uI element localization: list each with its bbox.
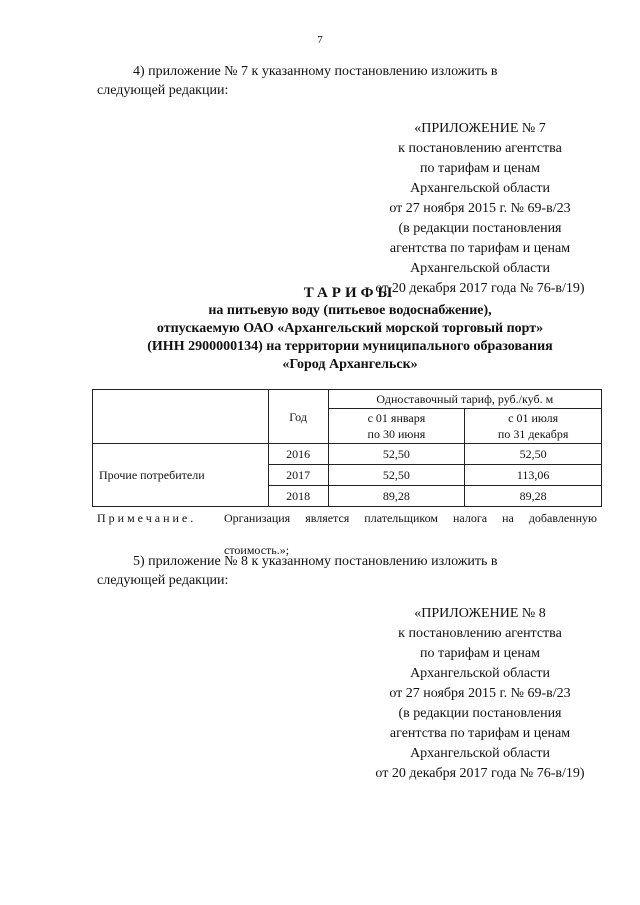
tariff-title (60, 284, 640, 374)
year-cell: 2018 (268, 486, 328, 507)
consumer-cell: Прочие потребители (93, 444, 269, 507)
note-text-line-1: Организация является плательщиком налога на добавленную (224, 511, 597, 525)
tariff-period-1-cell: 52,50 (328, 444, 465, 465)
appendix-8-line: к постановлению агентства (398, 626, 562, 641)
appendix-7-line: агентства по тарифам и ценам (389, 241, 571, 256)
header-empty-cell (93, 390, 269, 444)
tariff-title-line: (ИНН 2900000134) на территории муниципального образования (147, 339, 553, 354)
item-5-line-1: 5) приложение № 8 к указанному постановлению изложить в (133, 554, 498, 569)
tariff-period-2-cell: 89,28 (465, 486, 602, 507)
tariff-period-2-cell: 113,06 (465, 465, 602, 486)
appendix-7-line: «ПРИЛОЖЕНИЕ № 7 (414, 121, 546, 136)
tariff-period-1-cell: 89,28 (328, 486, 465, 507)
tariff-title-line: на питьевую воду (питьевое водоснабжение), (208, 303, 492, 318)
header-period-1 (328, 409, 465, 444)
tariff-title-line: «Город Архангельск» (282, 357, 418, 372)
note-label: Примечание. (97, 511, 197, 525)
appendix-8-line: (в редакции постановления (398, 706, 562, 721)
header-period-2-line-2: по 31 декабря (497, 427, 569, 441)
item-5-line-2: следующей редакции: (97, 573, 229, 588)
appendix-7-line: по тарифам и ценам (420, 161, 540, 176)
appendix-7-line: к постановлению агентства (398, 141, 562, 156)
year-cell: 2017 (268, 465, 328, 486)
appendix-8-header (330, 604, 630, 784)
note-text-line-2: стоимость.»; (224, 543, 290, 557)
appendix-8-line: от 27 ноября 2015 г. № 69-в/23 (389, 686, 571, 701)
header-year: Год (268, 390, 328, 444)
tariff-heading: ТАРИФЫ (303, 285, 397, 301)
item-4-paragraph (97, 62, 597, 100)
appendix-8-line: Архангельской области (410, 666, 550, 681)
header-tariff: Одноставочный тариф, руб./куб. м (328, 390, 601, 409)
item-4-line-2: следующей редакции: (97, 83, 229, 98)
header-period-2-line-1: с 01 июля (508, 411, 559, 425)
table-note (97, 510, 597, 558)
appendix-7-line: Архангельской области (410, 261, 550, 276)
tariff-table (92, 389, 602, 507)
appendix-8-line: «ПРИЛОЖЕНИЕ № 8 (414, 606, 546, 621)
appendix-7-line: Архангельской области (410, 181, 550, 196)
appendix-8-line: агентства по тарифам и ценам (389, 726, 571, 741)
header-period-1-line-1: с 01 января (367, 411, 426, 425)
item-4-line-1: 4) приложение № 7 к указанному постановлению изложить в (133, 64, 498, 79)
appendix-7-line: (в редакции постановления (398, 221, 562, 236)
tariff-period-1-cell: 52,50 (328, 465, 465, 486)
appendix-8-line: от 20 декабря 2017 года № 76-в/19) (375, 766, 585, 781)
item-5-paragraph (97, 552, 597, 590)
tariff-period-2-cell: 52,50 (465, 444, 602, 465)
header-period-1-line-2: по 30 июня (367, 427, 426, 441)
appendix-7-line: от 20 декабря 2017 года № 76-в/19) (375, 281, 585, 296)
year-cell: 2016 (268, 444, 328, 465)
appendix-7-header (330, 119, 630, 299)
appendix-7-line: от 27 ноября 2015 г. № 69-в/23 (389, 201, 571, 216)
tariff-title-line: отпускаемую ОАО «Архангельский морской торговый порт» (156, 321, 544, 336)
appendix-8-line: Архангельской области (410, 746, 550, 761)
header-period-2 (465, 409, 602, 444)
table-row (93, 444, 602, 465)
page-number: 7 (317, 34, 323, 46)
appendix-8-line: по тарифам и ценам (420, 646, 540, 661)
